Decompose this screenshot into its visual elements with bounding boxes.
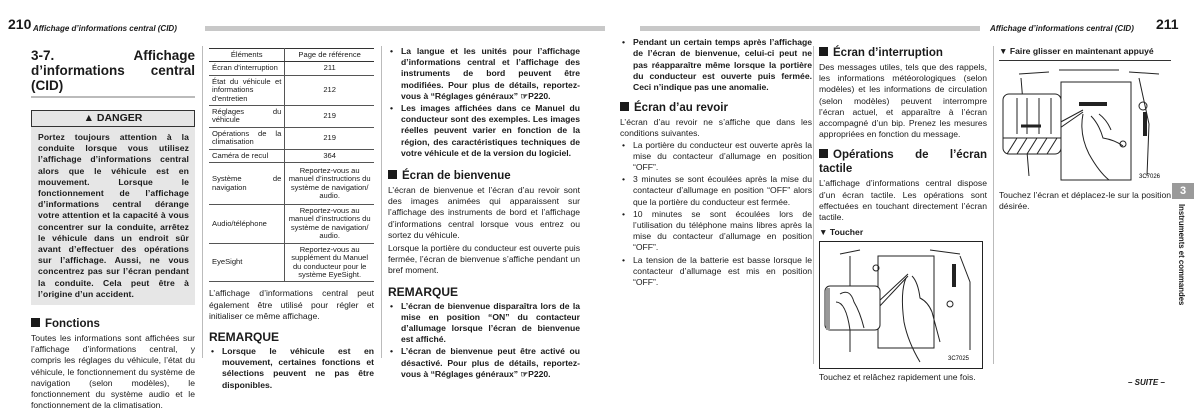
hand-touch-illustration [820, 242, 982, 368]
paragraph: Lorsque la portière du conducteur est ouverte puis fermée, l’écran de bienvenue s’affiche pendant un bref moment. [388, 243, 580, 276]
paragraph: Des messages utiles, tels que des rappels, les informations météorologiques (selon modèles) et les informations de circulation (selon modèles) peuvent interrompre l’écran actuel, et apparaître à l’écran accompagné d’un bip. Prenez les mesures appropriées en fonction du message. [819, 62, 987, 140]
running-header-left: Affichage d’informations central (CID) [33, 24, 177, 33]
table-cell: 219 [285, 106, 374, 128]
warning-triangle-icon: ▲ [83, 112, 97, 124]
list-item: • La tension de la batterie est basse lorsque le contacteur d’allumage est mis en position “OFF”. [620, 255, 812, 289]
page-number-right: 211 [1156, 16, 1179, 32]
square-bullet-icon [819, 47, 828, 56]
column-1 [31, 48, 195, 411]
footer-continued: – SUITE – [1128, 378, 1165, 387]
table-row [209, 149, 374, 162]
square-bullet-icon [620, 102, 629, 111]
table-row [209, 163, 374, 205]
paragraph: L’écran d’au revoir ne s’affiche que dans les conditions suivantes. [620, 117, 812, 139]
figure-code: 3C7025 [948, 356, 970, 363]
table-header: Éléments [209, 49, 285, 62]
list-item: • 3 minutes se sont écoulées après la mise du contacteur d’allumage en position “OFF” alors que la portière du conducteur est fermée. [620, 174, 812, 208]
interruption-heading: Écran d’interruption [819, 46, 987, 60]
list-item: • Pendant un certain temps après l’affichage de l’écran de bienvenue, celui-ci peut ne pas réapparaître même lorsque la portière du conducteur est ouverte puis fermée. Ceci n’indique pas une anomalie. [620, 37, 812, 93]
table-note: L’affichage d’informations central peut également être utilisé pour régler et initialiser ce même affichage. [209, 288, 374, 321]
list-item: • L’écran de bienvenue disparaîtra lors de la mise en position “ON” du contacteur d’allumage lorsque l’écran de bienvenue est affiché. [388, 301, 580, 346]
list-item: • 10 minutes se sont écoulées lors de l’utilisation du téléphone mains libres après la mise du contacteur d’allumage en position “OFF”. [620, 209, 812, 254]
header-rule-left [205, 26, 605, 31]
tactile-heading: Opérations de l’écran tactile [819, 149, 987, 176]
table-cell: État du véhicule et informations d’entretien [209, 75, 285, 105]
table-row [209, 106, 374, 128]
table-cell: Opérations de la climatisation [209, 127, 285, 149]
table-row [209, 205, 374, 244]
table-cell: Audio/téléphone [209, 205, 285, 244]
table-cell: Reportez-vous au supplément du Manuel du conducteur pour le système EyeSight. [285, 243, 374, 282]
figure-caption: Touchez l’écran et déplacez-le sur la position désirée. [999, 190, 1171, 212]
list-item: • L’écran de bienvenue peut être activé ou désactivé. Pour plus de détails, reportez-vous à “Réglages généraux” ☞P220. [388, 346, 580, 380]
table-cell: Caméra de recul [209, 149, 285, 162]
table-row [209, 127, 374, 149]
column-divider [381, 46, 382, 358]
column-3 [388, 46, 580, 381]
page-number-left: 210 [8, 16, 32, 32]
chapter-tab: 3 [1172, 183, 1194, 199]
bienvenue-heading: Écran de bienvenue [388, 169, 580, 183]
triangle-down-icon: ▼ [999, 46, 1010, 56]
figure-code: 3C7026 [1139, 174, 1161, 181]
hand-swipe-illustration [999, 64, 1171, 186]
square-bullet-icon [819, 149, 828, 158]
au-revoir-heading: Écran d’au revoir [620, 101, 812, 115]
running-header-right: Affichage d’informations central (CID) [990, 24, 1134, 33]
glisser-heading: ▼ Faire glisser en maintenant appuyé [999, 46, 1171, 61]
figure-caption: Touchez et relâchez rapidement une fois. [819, 372, 976, 383]
table-cell: Reportez-vous au manuel d’instructions du système de navigation/ audio. [285, 205, 374, 244]
column-2 [209, 48, 374, 392]
column-divider [202, 46, 203, 358]
column-6 [999, 46, 1171, 213]
paragraph: L’affichage d’informations central dispose d’un écran tactile. Les opérations sont effectuées en touchant directement l’écran tactile. [819, 178, 987, 223]
square-bullet-icon [31, 318, 40, 327]
remarque-heading: REMARQUE [388, 284, 459, 299]
column-5 [819, 46, 987, 384]
column-divider [813, 46, 814, 364]
table-header: Page de référence [285, 49, 374, 62]
paragraph: L’écran de bienvenue et l’écran d’au revoir sont des images animées qui apparaissent sur l’affichage des instruments de bord et l’affichage d’informations central lorsque vous entrez ou sortez du véhicule. [388, 185, 580, 240]
triangle-down-icon: ▼ [819, 227, 830, 238]
column-divider [993, 46, 994, 364]
remarque-heading: REMARQUE [209, 329, 280, 344]
danger-text: Portez toujours attention à la conduite lorsque vous utilisez l’affichage d’informations central alors que le véhicule est en mouvement. Lorsque le fonctionnement de l’affichage d’informations central dérange votre attention et la capacité à vous concentrer sur la conduite, arrêtez le véhicule dans un endroit sûr avant d’effectuer des opérations sur l’affichage. Aussi, ne vous concentrez pas sur l’écran pendant la conduite. Cela peut être à l’origine d’un accident. [31, 127, 195, 305]
table-cell: EyeSight [209, 243, 285, 282]
list-item: • La portière du conducteur est ouverte après la mise du contacteur d’allumage en position “OFF”. [620, 140, 812, 174]
glisser-illustration [999, 64, 1171, 186]
danger-header: ▲ DANGER [31, 110, 195, 127]
table-row [209, 62, 374, 75]
fonctions-text: Toutes les informations sont affichées sur l’affichage d’informations central, y compris les réglages du véhicule, l’état du véhicule, le fonctionnement du système de navigation (selon modèles), le fonctionnement du système audio et le fonctionnement de la climatisation. [31, 333, 195, 411]
header-rule-right [640, 26, 980, 31]
section-title: 3-7. Affichage d’informations central (CID) [31, 48, 195, 98]
toucher-illustration [819, 241, 983, 369]
reference-table [209, 48, 374, 282]
table-cell: Reportez-vous au manuel d’instructions du système de navigation/ audio. [285, 163, 374, 205]
table-cell: 211 [285, 62, 374, 75]
table-cell: Réglages du véhicule [209, 106, 285, 128]
square-bullet-icon [388, 170, 397, 179]
table-cell: Écran d’interruption [209, 62, 285, 75]
list-item: • Lorsque le véhicule est en mouvement, certaines fonctions et sélections peuvent ne pas être disponibles. [209, 346, 374, 391]
table-cell: Système de navigation [209, 163, 285, 205]
table-row [209, 243, 374, 282]
column-4 [620, 37, 812, 289]
fonctions-heading: Fonctions [31, 317, 195, 331]
table-cell: 364 [285, 149, 374, 162]
list-item: • La langue et les unités pour l’affichage d’informations central et l’affichage des instruments de bord peuvent être modifiées. Pour plus de détails, reportez-vous à “Réglages généraux” ☞P220. [388, 46, 580, 102]
table-cell: 219 [285, 127, 374, 149]
table-cell: 212 [285, 75, 374, 105]
list-item: • Les images affichées dans ce Manuel du conducteur sont des exemples. Les images réelles peuvent varier en fonction de la région, des caractéristiques techniques de votre véhicule et de la version du logiciel. [388, 103, 580, 159]
toucher-heading: ▼ Toucher [819, 227, 864, 238]
chapter-title: Instruments et commandes [1177, 204, 1187, 306]
table-row [209, 75, 374, 105]
